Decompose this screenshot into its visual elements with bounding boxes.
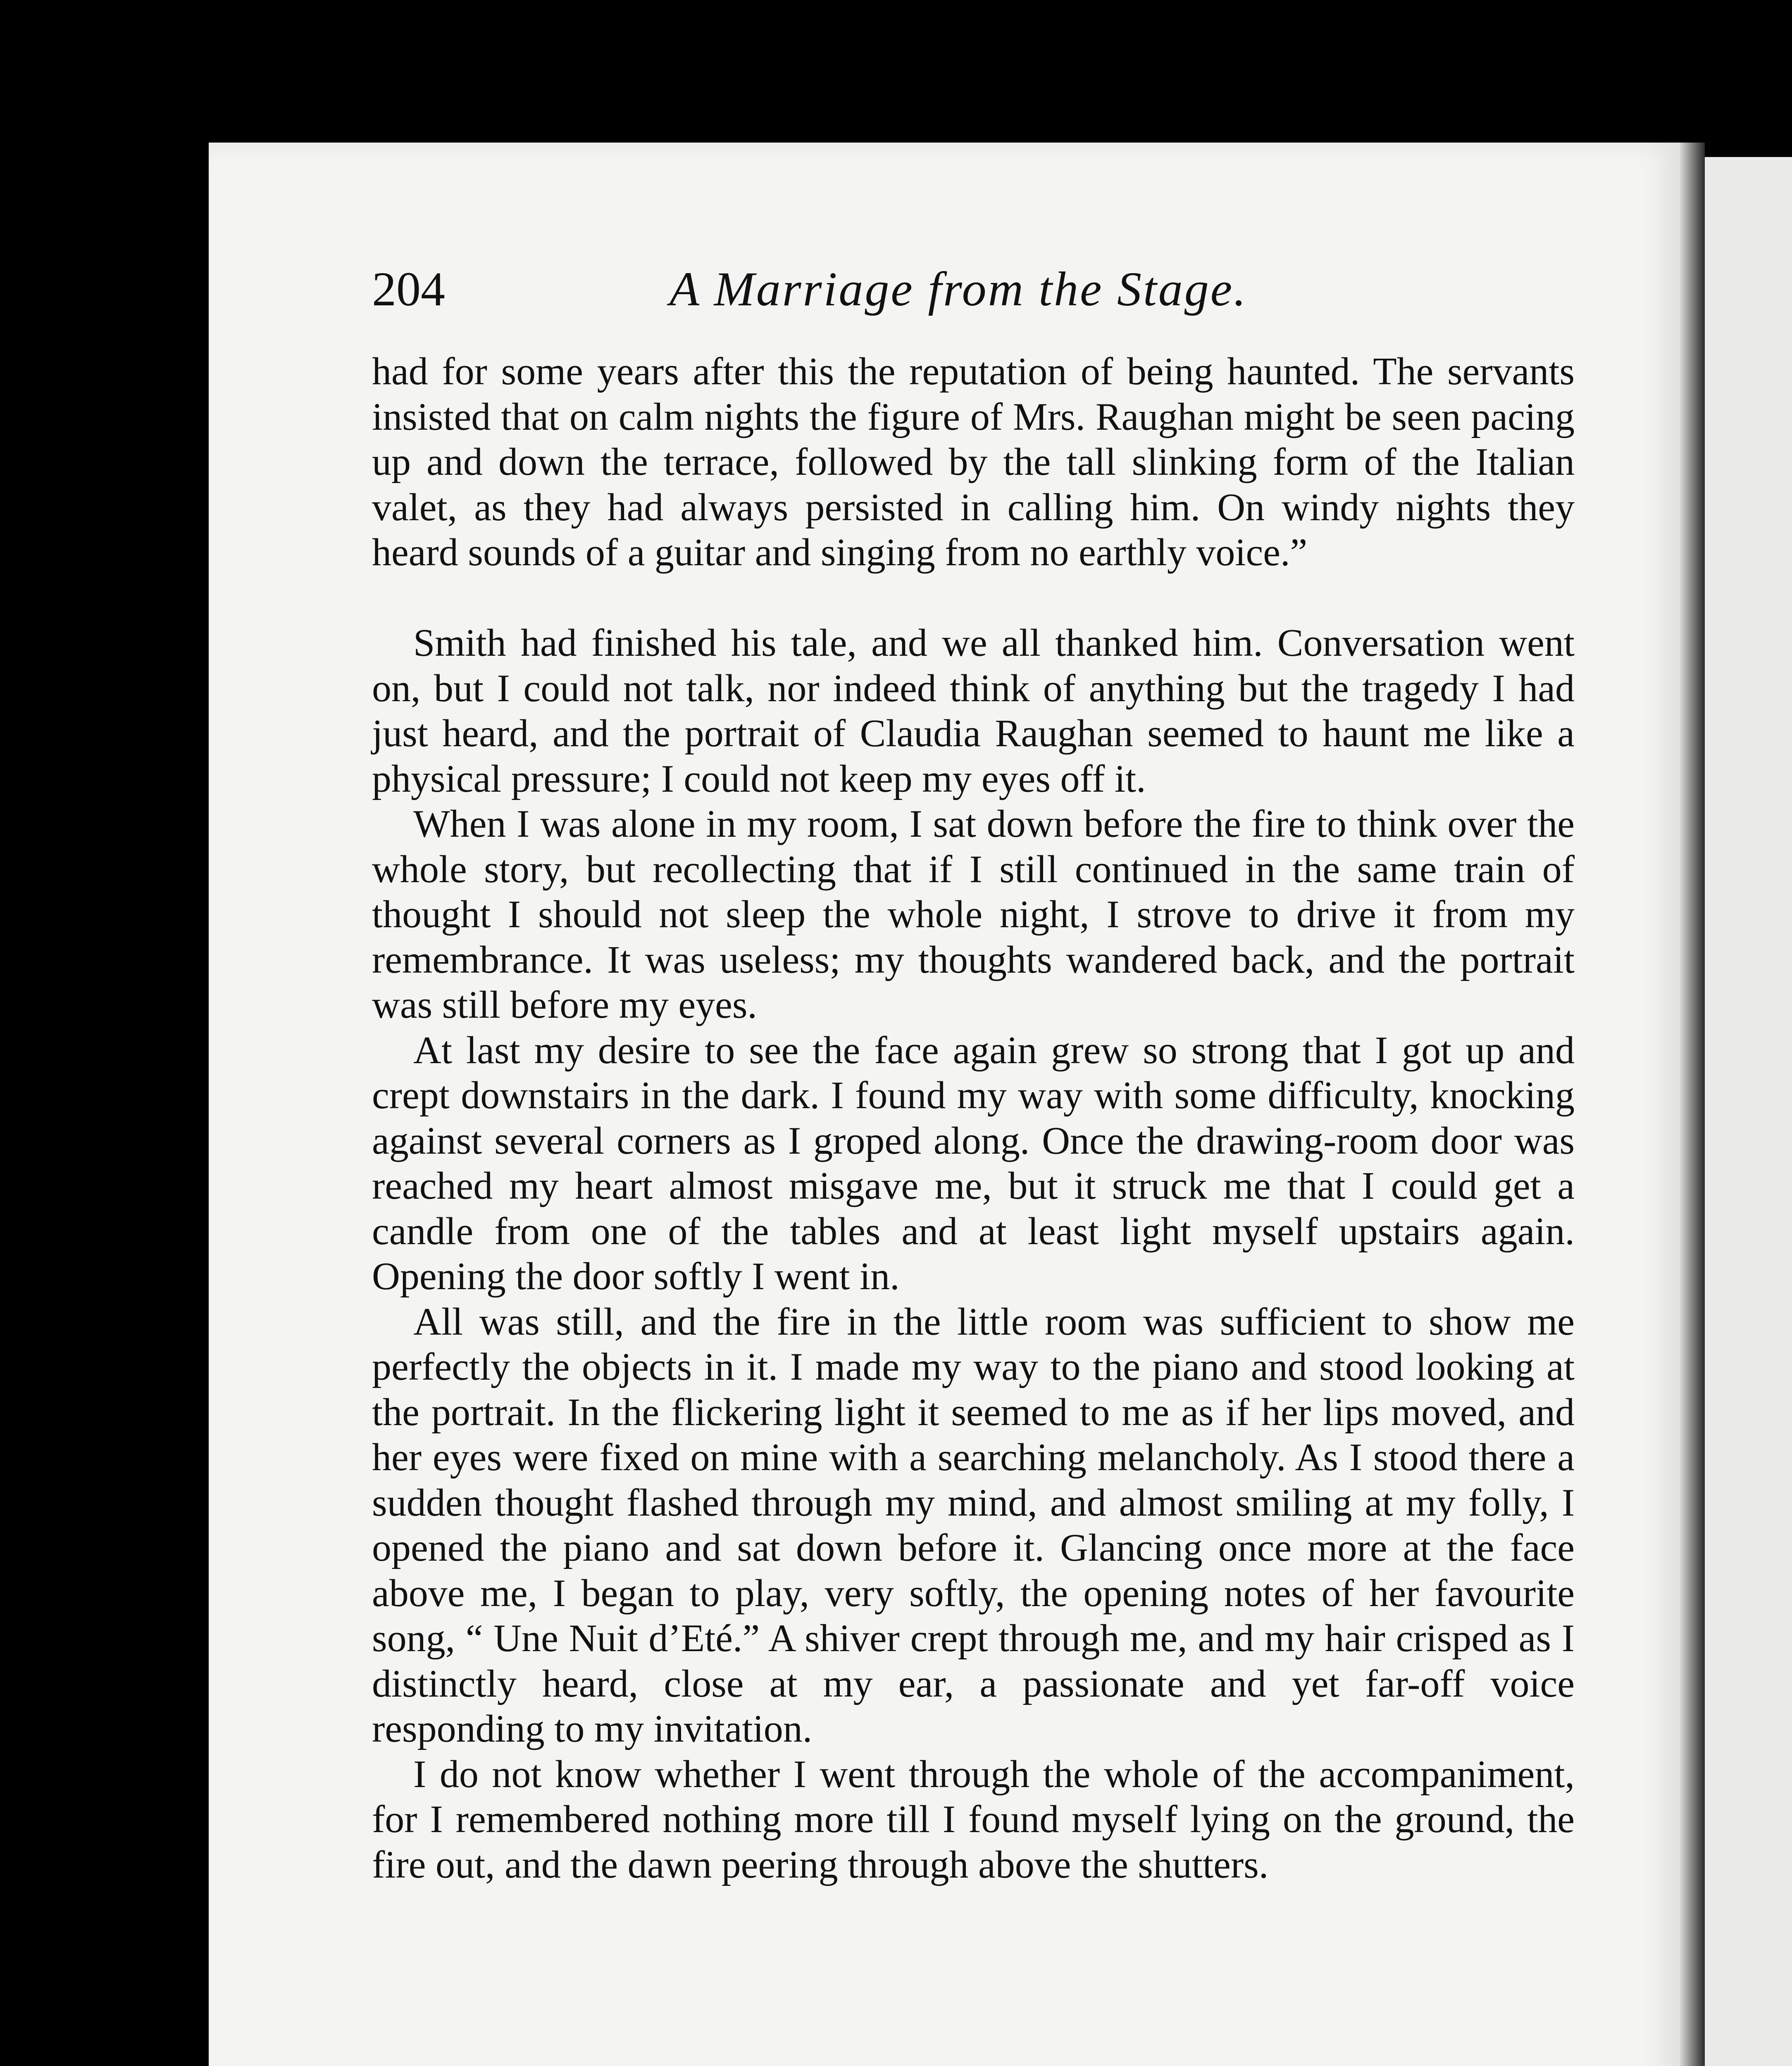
paragraph: had for some years after this the reputation of being haunted. The servants insisted that on calm nights the figure of Mrs. Raughan might be seen pacing up and down the terrace, followed by the tall slinking form of the Italian valet, as they had always persisted in calling him. On windy nights they heard sounds of a guitar and singing from no earthly voice.” [372, 350, 1575, 574]
section-gap [372, 576, 1575, 621]
paragraph: When I was alone in my room, I sat down before the fire to think over the whole story, but recollecting that if I still continued in the same train of thought I should not sleep the whole night, I strove to drive it from my remembrance. It was useless; my thoughts wandered back, and the portrait was still before my eyes. [372, 802, 1575, 1026]
book-page [209, 143, 1680, 2066]
paragraph: At last my desire to see the face again grew so strong that I got up and crept downstairs in the dark. I found my way with some difficulty, knocking against several corners as I groped along. Once the drawing-room door was reached my heart almost misgave me, but it struck me that I could get a candle from one of the tables and at least light myself upstairs again. Opening the door softly I went in. [372, 1028, 1575, 1298]
running-head [372, 252, 1513, 326]
running-title: A Marriage from the Stage. [670, 262, 1248, 316]
facing-page-edge [1705, 157, 1792, 2066]
paragraph: Smith had finished his tale, and we all thanked him. Conversation went on, but I could not talk, nor indeed think of anything but the tragedy I had just heard, and the portrait of Claudia Raughan seemed to haunt me like a physical pressure; I could not keep my eyes off it. [372, 621, 1575, 800]
body-text [372, 349, 1575, 1887]
page-number: 204 [372, 262, 445, 316]
paragraph: All was still, and the fire in the little room was sufficient to show me perfectly the objects in it. I made my way to the piano and stood looking at the portrait. In the flickering light it seemed to me as if her lips moved, and her eyes were fixed on mine with a searching melancholy. As I stood there a sudden thought flashed through my mind, and almost smiling at my folly, I opened the piano and sat down before it. Glancing once more at the face above me, I began to play, very softly, the opening notes of her favourite song, “ Une Nuit d’Eté.” A shiver crept through me, and my hair crisped as I distinctly heard, close at my ear, a passionate and yet far-off voice responding to my invitation. [372, 1300, 1575, 1750]
paragraph: I do not know whether I went through the whole of the accompaniment, for I remembered nothing more till I found myself lying on the ground, the fire out, and the dawn peering through above the shutters. [372, 1752, 1575, 1886]
page-gutter-shadow [1680, 143, 1705, 2066]
